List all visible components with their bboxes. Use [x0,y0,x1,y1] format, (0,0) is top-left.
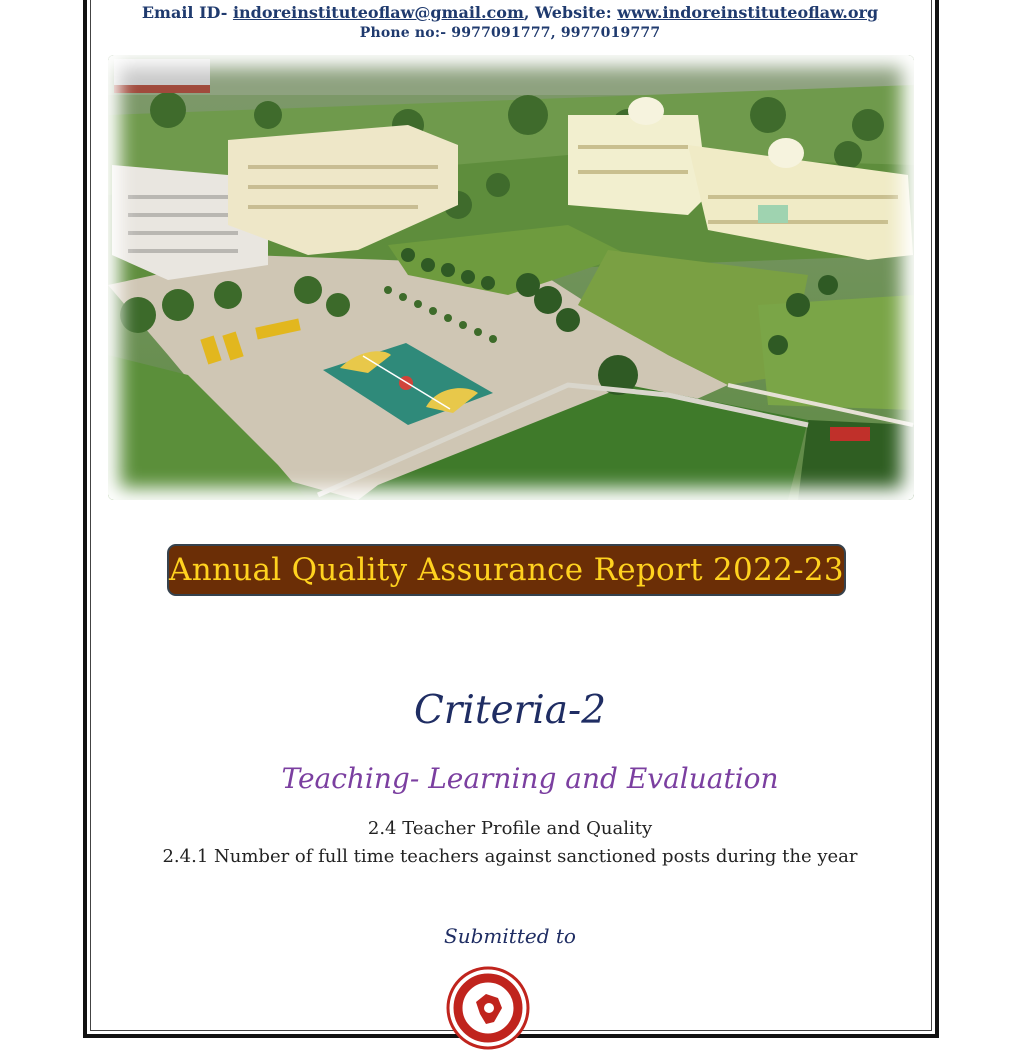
criteria-subtitle: Teaching- Learning and Evaluation [281,762,779,795]
criteria-heading: Criteria-2 [413,688,607,733]
email-link[interactable]: indoreinstituteoflaw@gmail.com [232,3,524,22]
campus-aerial-photo [108,55,914,500]
section-heading: 2.4 Teacher Profile and Quality [367,818,653,839]
email-label: Email ID- [141,3,233,22]
submitted-to-label: Submitted to [444,924,576,948]
website-label: , Website: [523,3,618,22]
naac-logo-icon [446,966,530,1050]
contact-email-website [90,3,930,22]
contact-phone: Phone no:- 9977091777, 9977019777 [359,25,661,41]
website-link[interactable]: www.indoreinstituteoflaw.org [617,3,879,22]
report-title-banner: Annual Quality Assurance Report 2022-23 [167,544,846,596]
subsection-heading: 2.4.1 Number of full time teachers against sanctioned posts during the year [162,846,858,867]
